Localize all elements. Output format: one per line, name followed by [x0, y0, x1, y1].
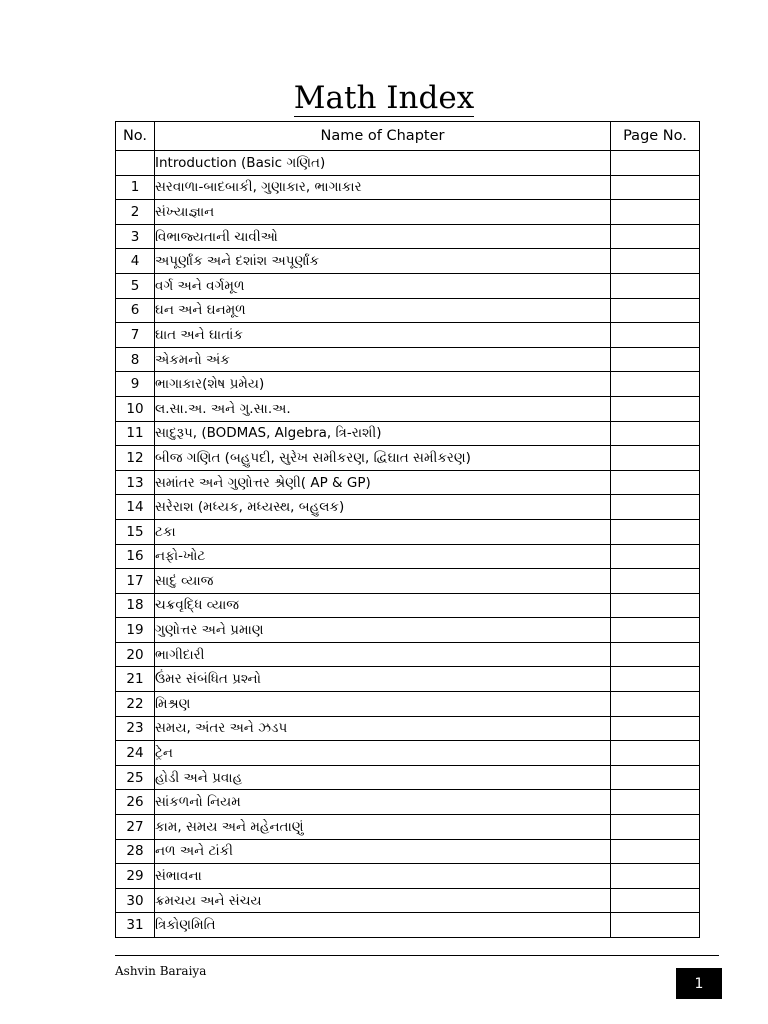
chapter-name: ચક્રવૃદ્ધિ વ્યાજ	[155, 593, 611, 618]
row-number: 18	[116, 593, 155, 618]
table-row	[116, 273, 700, 298]
page-number-cell	[611, 888, 700, 913]
table-row	[116, 618, 700, 643]
table-row	[116, 396, 700, 421]
page-number-cell	[611, 372, 700, 397]
row-number: 6	[116, 298, 155, 323]
page-number-cell	[611, 323, 700, 348]
page-title-text: Math Index	[293, 80, 475, 116]
chapter-name: સમાંતર અને ગુણોત્તર શ્રેણી( AP & GP)	[155, 470, 611, 495]
row-number: 23	[116, 716, 155, 741]
page-number-cell	[611, 913, 700, 938]
page-number-cell	[611, 249, 700, 274]
table-row	[116, 224, 700, 249]
chapter-name: ટ્રેન	[155, 741, 611, 766]
page-number-cell	[611, 519, 700, 544]
chapter-name: સરવાળા-બાદબાકી, ગુણાકાર, ભાગાકાર	[155, 175, 611, 200]
chapter-name: ભાગાકાર(શેષ પ્રમેય)	[155, 372, 611, 397]
chapter-name: સંભાવના	[155, 864, 611, 889]
row-number: 1	[116, 175, 155, 200]
table-row	[116, 692, 700, 717]
page-number-cell	[611, 421, 700, 446]
page-number-cell	[611, 765, 700, 790]
row-number: 16	[116, 544, 155, 569]
page-number-cell	[611, 151, 700, 176]
page-number-cell	[611, 347, 700, 372]
table-row	[116, 249, 700, 274]
chapter-name: વિભાજ્યતાની ચાવીઓ	[155, 224, 611, 249]
page-number-cell	[611, 667, 700, 692]
row-number: 21	[116, 667, 155, 692]
table-body	[116, 151, 700, 938]
row-number: 4	[116, 249, 155, 274]
table-row	[116, 765, 700, 790]
page-number-cell	[611, 716, 700, 741]
table-row	[116, 593, 700, 618]
header-no: No.	[116, 122, 155, 151]
row-number	[116, 151, 155, 176]
chapter-name: સાંકળનો નિયમ	[155, 790, 611, 815]
row-number: 29	[116, 864, 155, 889]
table-row	[116, 888, 700, 913]
table-row	[116, 175, 700, 200]
table-header-row	[116, 122, 700, 151]
row-number: 30	[116, 888, 155, 913]
header-page-no: Page No.	[611, 122, 700, 151]
row-number: 27	[116, 815, 155, 840]
row-number: 15	[116, 519, 155, 544]
row-number: 7	[116, 323, 155, 348]
table-row	[116, 347, 700, 372]
table-row	[116, 372, 700, 397]
page-number-cell	[611, 470, 700, 495]
page-number-cell	[611, 839, 700, 864]
page-number-cell	[611, 790, 700, 815]
row-number: 20	[116, 642, 155, 667]
chapter-index-table	[115, 121, 700, 938]
page-number-cell	[611, 569, 700, 594]
row-number: 19	[116, 618, 155, 643]
table-row	[116, 298, 700, 323]
chapter-name: એકમનો અંક	[155, 347, 611, 372]
table-row	[116, 519, 700, 544]
table-row	[116, 421, 700, 446]
table-row	[116, 642, 700, 667]
row-number: 12	[116, 446, 155, 471]
row-number: 24	[116, 741, 155, 766]
table-row	[116, 569, 700, 594]
table-row	[116, 790, 700, 815]
page-number-badge: 1	[676, 968, 722, 999]
header-chapter-name: Name of Chapter	[155, 122, 611, 151]
page-number-cell	[611, 446, 700, 471]
page-number-cell	[611, 741, 700, 766]
chapter-name: હોડી અને પ્રવાહ	[155, 765, 611, 790]
row-number: 11	[116, 421, 155, 446]
row-number: 10	[116, 396, 155, 421]
chapter-name: વર્ગ અને વર્ગમૂળ	[155, 273, 611, 298]
footer-author: Ashvin Baraiya	[115, 964, 207, 978]
row-number: 17	[116, 569, 155, 594]
table-row	[116, 741, 700, 766]
chapter-name: સમય, અંતર અને ઝડપ	[155, 716, 611, 741]
chapter-name: સરેરાશ (મધ્યક, મધ્યસ્થ, બહુલક)	[155, 495, 611, 520]
page-number-cell	[611, 815, 700, 840]
chapter-name: ત્રિકોણમિતિ	[155, 913, 611, 938]
table-row	[116, 544, 700, 569]
page-number-cell	[611, 396, 700, 421]
chapter-name: ભાગીદારી	[155, 642, 611, 667]
page-number-cell	[611, 273, 700, 298]
chapter-name: લ.સા.અ. અને ગુ.સા.અ.	[155, 396, 611, 421]
table-row	[116, 716, 700, 741]
row-number: 14	[116, 495, 155, 520]
page-number-cell	[611, 495, 700, 520]
chapter-name: નફો-ખોટ	[155, 544, 611, 569]
chapter-name: ઘન અને ઘનમૂળ	[155, 298, 611, 323]
page-number-cell	[611, 642, 700, 667]
row-number: 3	[116, 224, 155, 249]
table-row	[116, 446, 700, 471]
table-row	[116, 839, 700, 864]
table-row	[116, 913, 700, 938]
row-number: 25	[116, 765, 155, 790]
row-number: 28	[116, 839, 155, 864]
chapter-name: ઘાત અને ઘાતાંક	[155, 323, 611, 348]
page-number-cell	[611, 544, 700, 569]
chapter-name: કામ, સમય અને મહેનતાણું	[155, 815, 611, 840]
chapter-name: સાદું વ્યાજ	[155, 569, 611, 594]
chapter-name: ગુણોત્તર અને પ્રમાણ	[155, 618, 611, 643]
page-number-cell	[611, 618, 700, 643]
row-number: 22	[116, 692, 155, 717]
page-number-cell	[611, 224, 700, 249]
page-number-cell	[611, 593, 700, 618]
chapter-name: નળ અને ટાંકી	[155, 839, 611, 864]
chapter-name: સાદુરૂપ, (BODMAS, Algebra, ત્રિ-રાશી)	[155, 421, 611, 446]
row-number: 26	[116, 790, 155, 815]
table-row	[116, 151, 700, 176]
page-number-cell	[611, 175, 700, 200]
row-number: 5	[116, 273, 155, 298]
row-number: 9	[116, 372, 155, 397]
chapter-name: મિશ્રણ	[155, 692, 611, 717]
table-row	[116, 470, 700, 495]
table-row	[116, 815, 700, 840]
chapter-name: Introduction (Basic ગણિત)	[155, 151, 611, 176]
footer-divider	[115, 955, 719, 956]
table-row	[116, 864, 700, 889]
chapter-name: અપૂર્ણાંક અને દશાંશ અપૂર્ણાંક	[155, 249, 611, 274]
page-number-cell	[611, 864, 700, 889]
chapter-name: ટકા	[155, 519, 611, 544]
page-title	[0, 78, 768, 118]
chapter-name: સંખ્યાજ્ઞાન	[155, 200, 611, 225]
table-row	[116, 667, 700, 692]
page-number-cell	[611, 298, 700, 323]
page-number-cell	[611, 200, 700, 225]
chapter-name: ક્રમચય અને સંચય	[155, 888, 611, 913]
row-number: 2	[116, 200, 155, 225]
chapter-name: બીજ ગણિત (બહુપદી, સુરેખ સમીકરણ, દ્વિઘાત સમીકરણ)	[155, 446, 611, 471]
table-row	[116, 323, 700, 348]
page-number-cell	[611, 692, 700, 717]
row-number: 8	[116, 347, 155, 372]
chapter-name: ઉંમર સંબંધિત પ્રશ્નો	[155, 667, 611, 692]
row-number: 31	[116, 913, 155, 938]
row-number: 13	[116, 470, 155, 495]
table-row	[116, 495, 700, 520]
table-row	[116, 200, 700, 225]
